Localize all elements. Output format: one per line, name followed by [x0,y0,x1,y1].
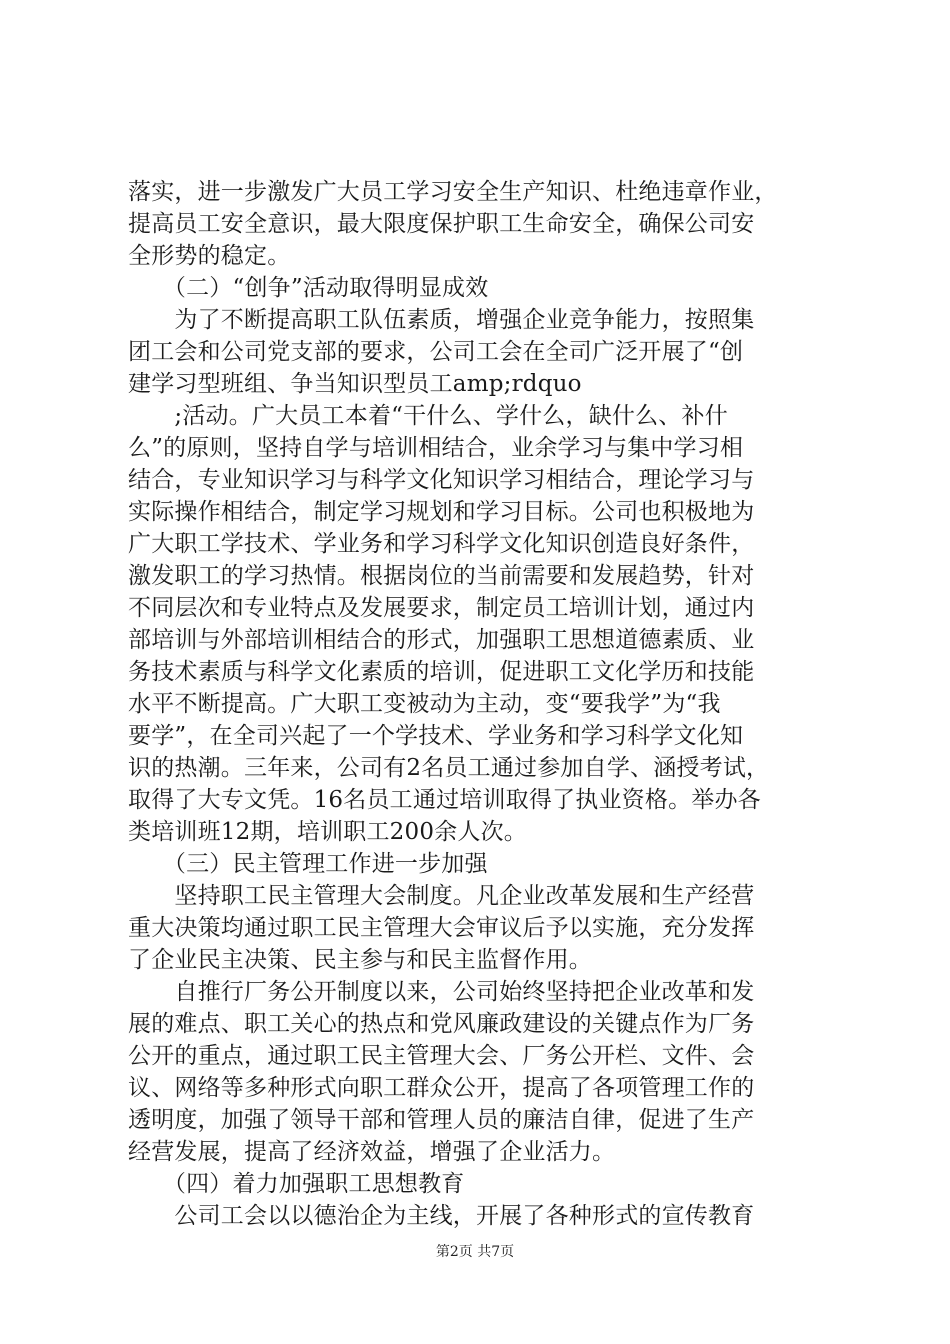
text-line: 类培训班12期，培训职工200余人次。 [128,819,527,845]
document-body [128,176,828,1232]
text-line: 自推行厂务公开制度以来，公司始终坚持把企业改革和发 [128,979,755,1005]
section-heading: （三）民主管理工作进一步加强 [128,851,488,877]
text-line: 要学”，在全司兴起了一个学技术、学业务和学习科学文化知 [128,723,744,749]
text-line: 务技术素质与科学文化素质的培训，促进职工文化学历和技能 [128,659,755,685]
text-line: 全形势的稳定。 [128,243,291,269]
text-line: 展的难点、职工关心的热点和党风廉政建设的关键点作为厂务 [128,1011,755,1037]
text-line: 经营发展，提高了经济效益，增强了企业活力。 [128,1139,616,1165]
text-line: 么”的原则，坚持自学与培训相结合，业余学习与集中学习相 [128,435,744,461]
text-line: 取得了大专文凭。16名员工通过培训取得了执业资格。举办各 [128,787,761,813]
text-line: 广大职工学技术、学业务和学习科学文化知识创造良好条件， [128,531,755,557]
text-line: 议、网络等多种形式向职工群众公开，提高了各项管理工作的 [128,1075,755,1101]
text-line: 了企业民主决策、民主参与和民主监督作用。 [128,947,592,973]
text-line: 公司工会以以德治企为主线，开展了各种形式的宣传教育 [128,1203,755,1229]
text-line: 提高员工安全意识，最大限度保护职工生命安全，确保公司安 [128,211,755,237]
text-line: 结合，专业知识学习与科学文化知识学习相结合，理论学习与 [128,467,755,493]
text-line: 坚持职工民主管理大会制度。凡企业改革发展和生产经营 [128,883,755,909]
text-line: 水平不断提高。广大职工变被动为主动，变“要我学”为“我 [128,691,721,717]
text-line: 建学习型班组、争当知识型员工amp;rdquo [128,371,582,397]
text-line: 实际操作相结合，制定学习规划和学习目标。公司也积极地为 [128,499,755,525]
text-line: 不同层次和专业特点及发展要求，制定员工培训计划，通过内 [128,595,755,621]
page-number-footer: 第2页 共7页 [435,1244,515,1260]
text-line: 部培训与外部培训相结合的形式，加强职工思想道德素质、业 [128,627,755,653]
text-line: 重大决策均通过职工民主管理大会审议后予以实施，充分发挥 [128,915,755,941]
text-line: 激发职工的学习热情。根据岗位的当前需要和发展趋势，针对 [128,563,755,589]
text-line: 落实，进一步激发广大员工学习安全生产知识、杜绝违章作业， [128,179,778,205]
text-line: ;活动。广大员工本着“干什么、学什么，缺什么、补什 [128,403,728,429]
text-line: 识的热潮。三年来，公司有2名员工通过参加自学、涵授考试， [128,755,770,781]
text-line: 透明度，加强了领导干部和管理人员的廉洁自律，促进了生产 [128,1107,755,1133]
text-line: 公开的重点，通过职工民主管理大会、厂务公开栏、文件、会 [128,1043,755,1069]
text-line: 为了不断提高职工队伍素质，增强企业竞争能力，按照集 [128,307,755,333]
section-heading: （二）“创争”活动取得明显成效 [128,275,489,301]
section-heading: （四）着力加强职工思想教育 [128,1171,465,1197]
text-line: 团工会和公司党支部的要求，公司工会在全司广泛开展了“创 [128,339,744,365]
